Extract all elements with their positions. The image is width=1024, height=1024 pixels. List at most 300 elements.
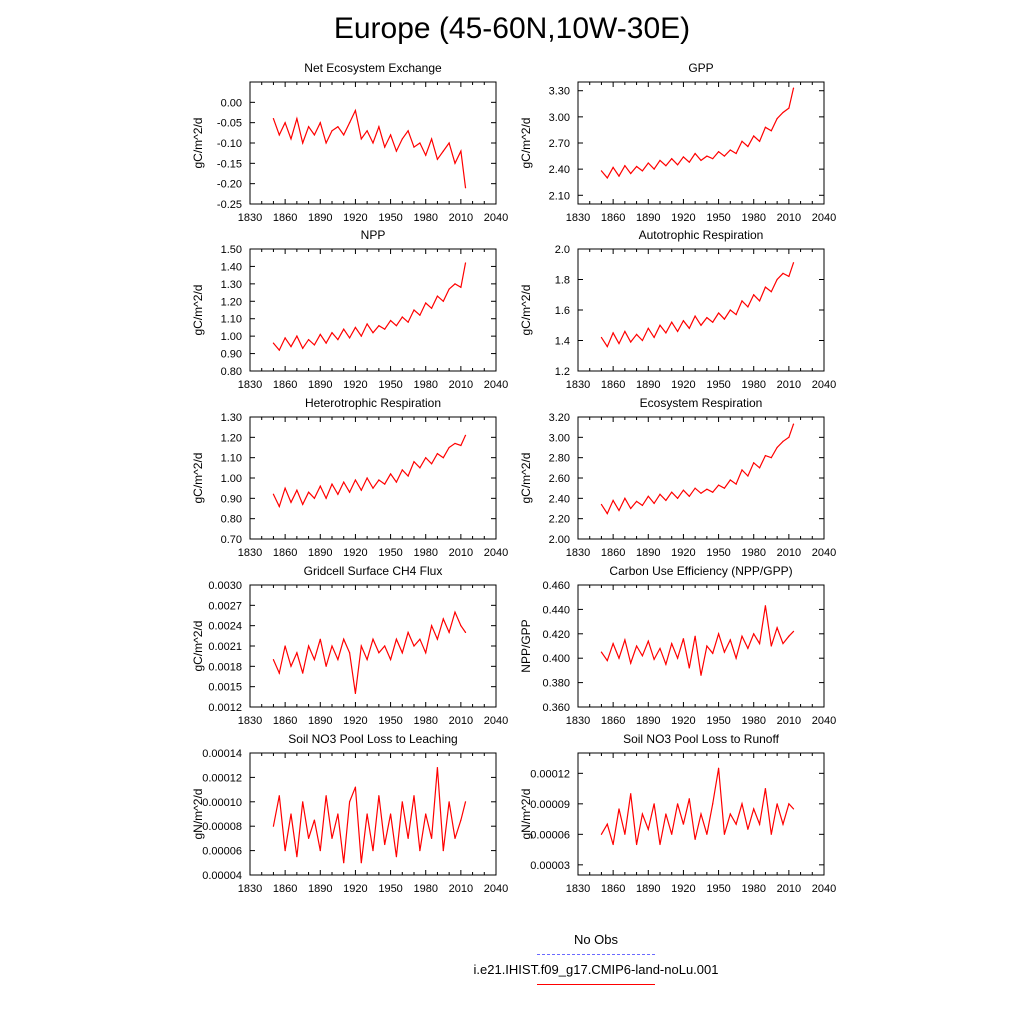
chart-2-xtick-label: 1950 (378, 379, 403, 391)
chart-1-point (689, 162, 690, 163)
chart-3-point (712, 322, 713, 323)
chart-4-point (326, 498, 327, 499)
chart-8-ytick-label: 0.00008 (202, 821, 242, 834)
chart-4-point (413, 461, 414, 462)
chart-0-point (273, 118, 274, 119)
chart-4-point (460, 445, 461, 446)
legend-label-model: i.e21.IHIST.f09_g17.CMIP6-land-noLu.001 (473, 962, 719, 977)
chart-9-point (607, 824, 608, 825)
chart-8-xtick-label: 1830 (237, 883, 263, 895)
chart-1-xtick-label: 2010 (776, 212, 802, 224)
chart-0-xtick-label: 1830 (237, 212, 263, 224)
chart-0-point (449, 142, 450, 143)
chart-9-point (671, 834, 672, 835)
chart-7-point (648, 641, 649, 642)
chart-9-point (730, 813, 731, 814)
chart-5-point (618, 510, 619, 511)
chart-1-ytick-label: 2.10 (548, 190, 570, 203)
chart-5-point (759, 467, 760, 468)
chart-4-point (390, 473, 391, 474)
chart-3-xtick-label: 2040 (811, 379, 837, 391)
chart-2-point (384, 329, 385, 330)
chart-9-xtick-label: 1980 (741, 883, 766, 895)
chart-3-point (724, 319, 725, 320)
chart-1-xtick-label: 1830 (565, 212, 591, 224)
chart-7-xtick-label: 1890 (636, 715, 661, 727)
chart-4-point (314, 498, 315, 499)
chart-7-point (601, 652, 602, 653)
chart-6-point (337, 659, 338, 660)
chart-8-point (378, 795, 379, 796)
chart-9-xtick-label: 1890 (636, 883, 661, 895)
chart-9-xtick-label: 1860 (600, 883, 626, 895)
chart-2-point (460, 287, 461, 288)
chart-1-point (601, 170, 602, 171)
chart-2-point (331, 332, 332, 333)
chart-6-point (465, 632, 466, 633)
chart-5-xtick-label: 1920 (671, 547, 696, 559)
chart-3-point (665, 332, 666, 333)
chart-2-point (343, 329, 344, 330)
chart-6-ylabel: gC/m^2/d (191, 620, 205, 672)
chart-6-ytick-label: 0.0012 (208, 702, 242, 714)
chart-5-point (695, 488, 696, 489)
chart-1-series-line-0 (601, 88, 793, 178)
chart-3-ytick-label: 1.6 (554, 305, 570, 317)
legend-line-no-obs (537, 954, 655, 955)
chart-9-point (788, 803, 789, 804)
chart-0-point (355, 110, 356, 111)
chart-5-point (712, 492, 713, 493)
chart-0-point (308, 126, 309, 127)
chart-3-frame (578, 249, 824, 371)
chart-6-point (296, 652, 297, 653)
chart-8-point (296, 856, 297, 857)
chart-0-point (384, 146, 385, 147)
chart-9-ytick-label: 0.00009 (530, 798, 570, 811)
chart-4-point (465, 435, 466, 436)
chart-9-point (712, 803, 713, 804)
chart-8-point (308, 838, 309, 839)
chart-0-point (425, 155, 426, 156)
chart-4-point (320, 486, 321, 487)
chart-4-xtick-label: 1980 (413, 547, 438, 559)
chart-0-xtick-label: 2040 (483, 212, 509, 224)
chart-0-ytick-label: -0.05 (216, 117, 242, 130)
chart-9-point (630, 793, 631, 794)
chart-1-ytick-label: 3.30 (548, 85, 570, 98)
chart-5-point (677, 498, 678, 499)
chart-4-ytick-label: 0.80 (220, 513, 242, 526)
chart-2-ytick-label: 1.10 (220, 313, 242, 326)
chart-9-point (782, 824, 783, 825)
chart-5-point (601, 504, 602, 505)
chart-2-xtick-label: 1920 (343, 379, 368, 391)
chart-7-xtick-label: 1920 (671, 715, 696, 727)
chart-3-point (689, 328, 690, 329)
chart-7-point (759, 643, 760, 644)
chart-7-ytick-label: 0.420 (542, 628, 570, 641)
chart-4-point (343, 481, 344, 482)
chart-7-point (765, 605, 766, 606)
chart-1-point (771, 130, 772, 131)
chart-7-xtick-label: 1830 (565, 715, 591, 727)
chart-7-xtick-label: 1950 (706, 715, 731, 727)
chart-9-ytick-label: 0.00003 (530, 859, 570, 872)
chart-2-frame (250, 249, 496, 371)
chart-8-xtick-label: 2010 (448, 883, 474, 895)
chart-8-point (314, 820, 315, 821)
chart-3-point (607, 346, 608, 347)
chart-3-point (788, 276, 789, 277)
figure-title: Europe (45-60N,10W-30E) (333, 12, 691, 45)
chart-8-ytick-label: 0.00010 (202, 796, 242, 809)
chart-4-point (372, 488, 373, 489)
chart-2-xtick-label: 1860 (272, 379, 298, 391)
chart-7-point (724, 652, 725, 653)
chart-2-xtick-label: 1830 (237, 379, 263, 391)
chart-8-point (402, 801, 403, 802)
chart-0-ylabel: gC/m^2/d (191, 117, 205, 169)
chart-2-point (290, 346, 291, 347)
chart-5-xtick-label: 1980 (741, 547, 766, 559)
chart-5-ytick-label: 3.20 (548, 412, 570, 424)
chart-0-point (419, 142, 420, 143)
chart-7-point (712, 653, 713, 654)
chart-7-point (665, 664, 666, 665)
chart-9-point (689, 798, 690, 799)
chart-7-point (793, 631, 794, 632)
chart-6-point (449, 632, 450, 633)
chart-2-ytick-label: 1.50 (220, 244, 242, 256)
chart-4-point (361, 490, 362, 491)
chart-3-title: Autotrophic Respiration (638, 228, 764, 242)
chart-4-point (378, 479, 379, 480)
chart-9-point (648, 829, 649, 830)
chart-0-ytick-label: -0.10 (216, 138, 242, 150)
chart-6-point (454, 612, 455, 613)
chart-3-point (736, 314, 737, 315)
chart-5-ylabel: gC/m^2/d (519, 452, 533, 504)
chart-7-point (636, 645, 637, 646)
chart-9-point (618, 808, 619, 809)
chart-3-point (636, 334, 637, 335)
chart-6-point (302, 673, 303, 674)
chart-0-point (443, 151, 444, 152)
chart-8-point (331, 838, 332, 839)
chart-3-point (630, 341, 631, 342)
chart-2-point (367, 323, 368, 324)
chart-1-point (747, 146, 748, 147)
chart-6-series-line-0 (273, 612, 465, 693)
chart-7-xtick-label: 1980 (741, 715, 766, 727)
chart-7-point (700, 675, 701, 676)
chart-2-point (308, 339, 309, 340)
chart-6-point (378, 652, 379, 653)
chart-7-xtick-label: 2010 (776, 715, 802, 727)
chart-5-point (793, 424, 794, 425)
chart-4-ytick-label: 1.30 (220, 412, 242, 424)
chart-8-point (431, 838, 432, 839)
chart-0-point (454, 163, 455, 164)
chart-2-xtick-label: 1890 (308, 379, 333, 391)
chart-6-point (343, 639, 344, 640)
chart-9-point (765, 788, 766, 789)
chart-4-ytick-label: 1.20 (220, 432, 242, 445)
chart-5-frame (578, 417, 824, 539)
chart-3-point (718, 312, 719, 313)
chart-1-point (753, 135, 754, 136)
chart-1-ytick-label: 2.40 (548, 164, 570, 177)
chart-7-point (718, 633, 719, 634)
chart-4-point (273, 494, 274, 495)
chart-1-point (700, 160, 701, 161)
chart-0-point (285, 122, 286, 123)
chart-5-title: Ecosystem Respiration (639, 396, 763, 410)
chart-7-point (736, 658, 737, 659)
chart-0-point (296, 118, 297, 119)
chart-0-xtick-label: 1980 (413, 212, 438, 224)
chart-8-title: Soil NO3 Pool Loss to Leaching (288, 732, 458, 746)
chart-6-point (460, 625, 461, 626)
chart-9-point (706, 834, 707, 835)
chart-4-ytick-label: 0.90 (220, 493, 242, 506)
chart-5-xtick-label: 1830 (565, 547, 591, 559)
chart-6-point (273, 659, 274, 660)
chart-1-point (741, 141, 742, 142)
chart-9-point (642, 813, 643, 814)
chart-6-point (443, 618, 444, 619)
chart-5-ytick-label: 2.40 (548, 493, 570, 506)
chart-8-point (390, 813, 391, 814)
chart-0-point (390, 134, 391, 135)
chart-1-point (759, 141, 760, 142)
chart-2-point (314, 344, 315, 345)
chart-1-point (724, 155, 725, 156)
chart-7-ylabel: NPP/GPP (519, 619, 533, 673)
chart-7-ytick-label: 0.440 (542, 604, 570, 617)
chart-6-point (367, 659, 368, 660)
chart-7-point (642, 655, 643, 656)
chart-0-point (372, 142, 373, 143)
chart-2-point (408, 322, 409, 323)
chart-1-xtick-label: 1860 (600, 212, 626, 224)
chart-6-xtick-label: 1830 (237, 715, 263, 727)
chart-2-xtick-label: 2010 (448, 379, 474, 391)
chart-3-point (706, 317, 707, 318)
chart-4-ytick-label: 1.10 (220, 452, 242, 465)
chart-5-point (771, 457, 772, 458)
chart-1-point (777, 118, 778, 119)
chart-6-point (285, 645, 286, 646)
chart-0-point (337, 126, 338, 127)
chart-0-ytick-label: 0.00 (220, 97, 242, 110)
chart-8-xtick-label: 1980 (413, 883, 438, 895)
chart-3-xtick-label: 2010 (776, 379, 802, 391)
chart-3-point (683, 320, 684, 321)
chart-0-xtick-label: 1860 (272, 212, 298, 224)
chart-6-point (437, 639, 438, 640)
chart-6-point (279, 673, 280, 674)
chart-4-xtick-label: 1830 (237, 547, 263, 559)
chart-6-ytick-label: 0.0015 (208, 681, 242, 694)
chart-0-ytick-label: -0.15 (216, 158, 242, 171)
chart-6-point (431, 625, 432, 626)
chart-0-point (349, 122, 350, 123)
chart-8-xtick-label: 2040 (483, 883, 509, 895)
chart-4-point (408, 475, 409, 476)
chart-8-point (408, 838, 409, 839)
chart-2-point (443, 301, 444, 302)
chart-5-point (782, 441, 783, 442)
chart-5-point (741, 469, 742, 470)
chart-2-point (390, 320, 391, 321)
chart-9-point (718, 768, 719, 769)
chart-2-point (355, 327, 356, 328)
chart-4-point (302, 504, 303, 505)
chart-9-point (636, 844, 637, 845)
chart-7-ytick-label: 0.460 (542, 580, 570, 592)
chart-8-ylabel: gN/m^2/d (191, 788, 205, 840)
chart-4-title: Heterotrophic Respiration (304, 396, 442, 410)
chart-5-point (636, 501, 637, 502)
chart-4-ylabel: gC/m^2/d (191, 452, 205, 504)
chart-6-point (396, 639, 397, 640)
chart-1-point (624, 165, 625, 166)
chart-2-xtick-label: 1980 (413, 379, 438, 391)
chart-0-xtick-label: 1890 (308, 212, 333, 224)
chart-4-point (367, 477, 368, 478)
chart-9-point (613, 844, 614, 845)
chart-2-point (378, 325, 379, 326)
chart-5-ytick-label: 2.20 (548, 513, 570, 526)
chart-2-point (449, 288, 450, 289)
chart-0-point (378, 126, 379, 127)
chart-0-point (279, 134, 280, 135)
chart-7-point (624, 639, 625, 640)
chart-4-point (308, 492, 309, 493)
chart-4-xtick-label: 1860 (272, 547, 298, 559)
chart-2-point (273, 343, 274, 344)
chart-6-xtick-label: 1890 (308, 715, 333, 727)
chart-6-point (349, 652, 350, 653)
chart-1-point (613, 167, 614, 168)
legend-label-no-obs: No Obs (573, 932, 619, 947)
chart-8-point (343, 862, 344, 863)
chart-2-point (285, 337, 286, 338)
chart-7-series-line-0 (601, 606, 793, 676)
chart-2-point (320, 334, 321, 335)
chart-7-point (607, 660, 608, 661)
chart-9-xtick-label: 2040 (811, 883, 837, 895)
chart-6-point (419, 639, 420, 640)
chart-2-point (465, 262, 466, 263)
chart-3-point (771, 291, 772, 292)
chart-9-point (736, 824, 737, 825)
chart-3-xtick-label: 1830 (565, 379, 591, 391)
chart-7-ytick-label: 0.360 (542, 702, 570, 714)
chart-1-xtick-label: 2040 (811, 212, 837, 224)
chart-8-xtick-label: 1890 (308, 883, 333, 895)
chart-5-point (777, 447, 778, 448)
chart-3-ytick-label: 1.4 (554, 335, 570, 348)
chart-9-point (695, 839, 696, 840)
chart-0-point (290, 138, 291, 139)
chart-7-point (689, 667, 690, 668)
chart-0-point (320, 122, 321, 123)
chart-5-ytick-label: 2.80 (548, 452, 570, 465)
chart-8-point (349, 801, 350, 802)
chart-0-point (437, 159, 438, 160)
chart-5-point (700, 493, 701, 494)
chart-6-xtick-label: 1980 (413, 715, 438, 727)
chart-4-point (285, 488, 286, 489)
chart-4-point (396, 481, 397, 482)
chart-4-series-line-0 (273, 435, 465, 506)
chart-6-ytick-label: 0.0021 (208, 641, 242, 653)
chart-7-point (782, 643, 783, 644)
chart-6-xtick-label: 2040 (483, 715, 509, 727)
chart-8-xtick-label: 1950 (378, 883, 403, 895)
chart-4-point (331, 484, 332, 485)
chart-6-point (408, 632, 409, 633)
chart-8-series-line-0 (273, 768, 465, 863)
chart-6-point (402, 652, 403, 653)
chart-6-ytick-label: 0.0024 (208, 620, 242, 633)
chart-1-frame (578, 82, 824, 204)
chart-1-point (630, 173, 631, 174)
chart-9-point (771, 834, 772, 835)
chart-7-point (741, 636, 742, 637)
chart-2-point (431, 308, 432, 309)
chart-4-point (355, 479, 356, 480)
chart-3-ytick-label: 1.8 (554, 274, 570, 287)
legend-line-model (537, 984, 655, 985)
chart-1-point (648, 162, 649, 163)
chart-0-point (331, 130, 332, 131)
chart-0-xtick-label: 2010 (448, 212, 474, 224)
chart-6-point (355, 693, 356, 694)
chart-1-point (793, 88, 794, 89)
chart-2-point (419, 315, 420, 316)
chart-5-point (683, 490, 684, 491)
chart-6-point (361, 645, 362, 646)
chart-4-xtick-label: 2010 (448, 547, 474, 559)
chart-6-point (331, 645, 332, 646)
chart-5-point (613, 500, 614, 501)
chart-5-point (624, 498, 625, 499)
chart-8-point (302, 801, 303, 802)
chart-8-point (419, 850, 420, 851)
chart-0-point (465, 187, 466, 188)
chart-5-point (747, 475, 748, 476)
chart-3-point (730, 309, 731, 310)
chart-1-point (636, 166, 637, 167)
chart-1-title: GPP (688, 61, 714, 75)
chart-9-point (659, 844, 660, 845)
chart-1-xtick-label: 1890 (636, 212, 661, 224)
chart-3-point (753, 294, 754, 295)
chart-0-point (361, 138, 362, 139)
chart-2-ylabel: gC/m^2/d (191, 284, 205, 336)
chart-9-point (677, 803, 678, 804)
chart-3-point (695, 316, 696, 317)
chart-6-point (326, 666, 327, 667)
chart-9-ylabel: gN/m^2/d (519, 788, 533, 840)
chart-7-point (747, 648, 748, 649)
chart-7-xtick-label: 2040 (811, 715, 837, 727)
chart-8-xtick-label: 1920 (343, 883, 368, 895)
